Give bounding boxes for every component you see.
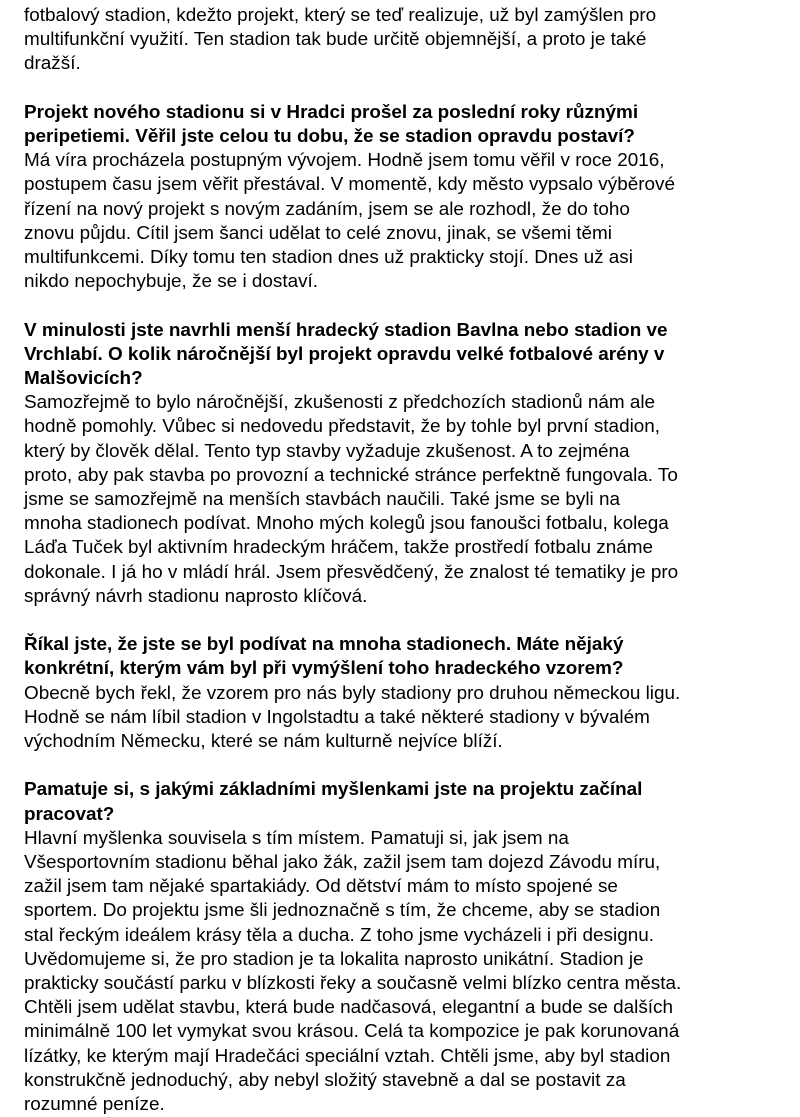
answer-line: Hodně se nám líbil stadion v Ingolstadtu a také některé stadiony v bývalém: [24, 706, 650, 728]
answer-line: stal řeckým ideálem krásy těla a ducha. Z toho jsme vycházeli i při designu.: [24, 924, 654, 946]
answer-line: multifunkcemi. Díky tomu ten stadion dnes už prakticky stojí. Dnes už asi: [24, 247, 633, 269]
answer-line: Hlavní myšlenka souvisela s tím místem. Pamatuji si, jak jsem na: [24, 827, 569, 849]
answer-line: Uvědomujeme si, že pro stadion je ta lokalita naprosto unikátní. Stadion je: [24, 948, 644, 970]
answer-line: lízátky, ke kterým mají Hradečáci speciální vztah. Chtěli jsme, aby byl stadion: [24, 1045, 671, 1067]
answer-line: který by člověk dělal. Tento typ stavby vyžaduje zkušenost. A to zejména: [24, 440, 630, 462]
answer-line: postupem času jsem věřit přestával. V momentě, kdy město vypsalo výběrové: [24, 174, 675, 196]
question-line: peripetiemi. Věřil jste celou tu dobu, že se stadion opravdu postaví?: [24, 126, 635, 147]
answer-line: proto, aby pak stavba po provozní a technické stránce perfektně fungovala. To: [24, 464, 678, 486]
answer-line: rozumné peníze.: [24, 1094, 165, 1116]
answer-line: Všesportovním stadionu běhal jako žák, zažil jsem tam dojezd Závodu míru,: [24, 852, 661, 874]
answer-line: mnoha stadionech podívat. Mnoho mých kolegů jsou fanoušci fotbalu, kolega: [24, 513, 669, 535]
answer-line: sportem. Do projektu jsme šli jednoznačně s tím, že chceme, aby se stadion: [24, 900, 661, 922]
intro-paragraph: [24, 4, 784, 77]
question-line: Pamatuje si, s jakými základními myšlenkami jste na projektu začínal: [24, 779, 643, 801]
answer-line: konstrukčně jednoduchý, aby nebyl složitý stavebně a dal se postavit za: [24, 1069, 626, 1091]
text-line: dražší.: [24, 53, 81, 75]
paragraph-gap: [24, 609, 784, 633]
question-line: V minulosti jste navrhli menší hradecký stadion Bavlna nebo stadion ve: [24, 319, 668, 341]
answer-line: řízení na nový projekt s novým zadáním, jsem se ale rozhodl, že do toho: [24, 198, 630, 220]
paragraph-gap: [24, 754, 784, 778]
answer-line: Samozřejmě to bylo náročnější, zkušenosti z předchozích stadionů nám ale: [24, 392, 656, 414]
answer-line: Chtěli jsem udělat stavbu, která bude nadčasová, elegantní a bude se dalších: [24, 997, 673, 1019]
text-line: fotbalový stadion, kdežto projekt, který se teď realizuje, už byl zamýšlen pro: [24, 5, 657, 26]
answer-line: Má víra procházela postupným vývojem. Hodně jsem tomu věřil v roce 2016,: [24, 150, 665, 172]
answer-line: východním Německu, které se nám kulturně nejvíce blíží.: [24, 731, 503, 753]
answer-line: Obecně bych řekl, že vzorem pro nás byly stadiony pro druhou německou ligu.: [24, 682, 681, 704]
answer: [24, 149, 784, 294]
answer-line: správný návrh stadionu naprosto klíčová.: [24, 585, 368, 607]
question: [24, 633, 784, 681]
text-line: multifunkční využití. Ten stadion tak bude určitě objemnější, a proto je také: [24, 29, 647, 51]
qa-section-3: [24, 633, 784, 754]
answer-line: jsme se samozřejmě na menších stavbách naučili. Také jsme se byli na: [24, 489, 621, 511]
answer-line: prakticky součástí parku v blízkosti řeky a současně velmi blízko centra města.: [24, 973, 682, 995]
qa-section-2: [24, 319, 784, 609]
answer-line: zažil jsem tam nějaké spartakiády. Od dětství mám to místo spojené se: [24, 876, 618, 898]
answer: [24, 391, 784, 609]
question-line: Vrchlabí. O kolik náročnější byl projekt opravdu velké fotbalové arény v: [24, 343, 665, 365]
question-line: Malšovicích?: [24, 368, 143, 390]
answer-line: hodně pomohly. Vůbec si nedovedu představit, že by tohle byl první stadion,: [24, 416, 661, 438]
answer: [24, 682, 784, 755]
question-line: pracovat?: [24, 803, 115, 825]
question: [24, 319, 784, 392]
question: [24, 778, 784, 826]
answer-line: nikdo nepochybuje, že se i dostaví.: [24, 271, 319, 293]
qa-section-4: [24, 778, 784, 1117]
qa-section-1: [24, 101, 784, 295]
paragraph-gap: [24, 77, 784, 101]
paragraph-gap: [24, 294, 784, 318]
answer-line: dokonale. I já ho v mládí hrál. Jsem přesvědčený, že znalost té tematiky je pro: [24, 561, 679, 583]
answer-line: Láďa Tuček byl aktivním hradeckým hráčem, takže prostředí fotbalu známe: [24, 537, 653, 559]
answer-line: minimálně 100 let vymykat svou krásou. Celá ta kompozice je pak korunovaná: [24, 1021, 680, 1043]
question: [24, 101, 784, 149]
answer: [24, 827, 784, 1117]
question-line: konkrétní, kterým vám byl při vymýšlení toho hradeckého vzorem?: [24, 658, 624, 680]
question-line: Říkal jste, že jste se byl podívat na mnoha stadionech. Máte nějaký: [24, 634, 624, 656]
answer-line: znovu půjdu. Cítil jsem šanci udělat to celé znovu, jinak, se všemi těmi: [24, 222, 612, 244]
question-line: Projekt nového stadionu si v Hradci prošel za poslední roky různými: [24, 101, 639, 123]
